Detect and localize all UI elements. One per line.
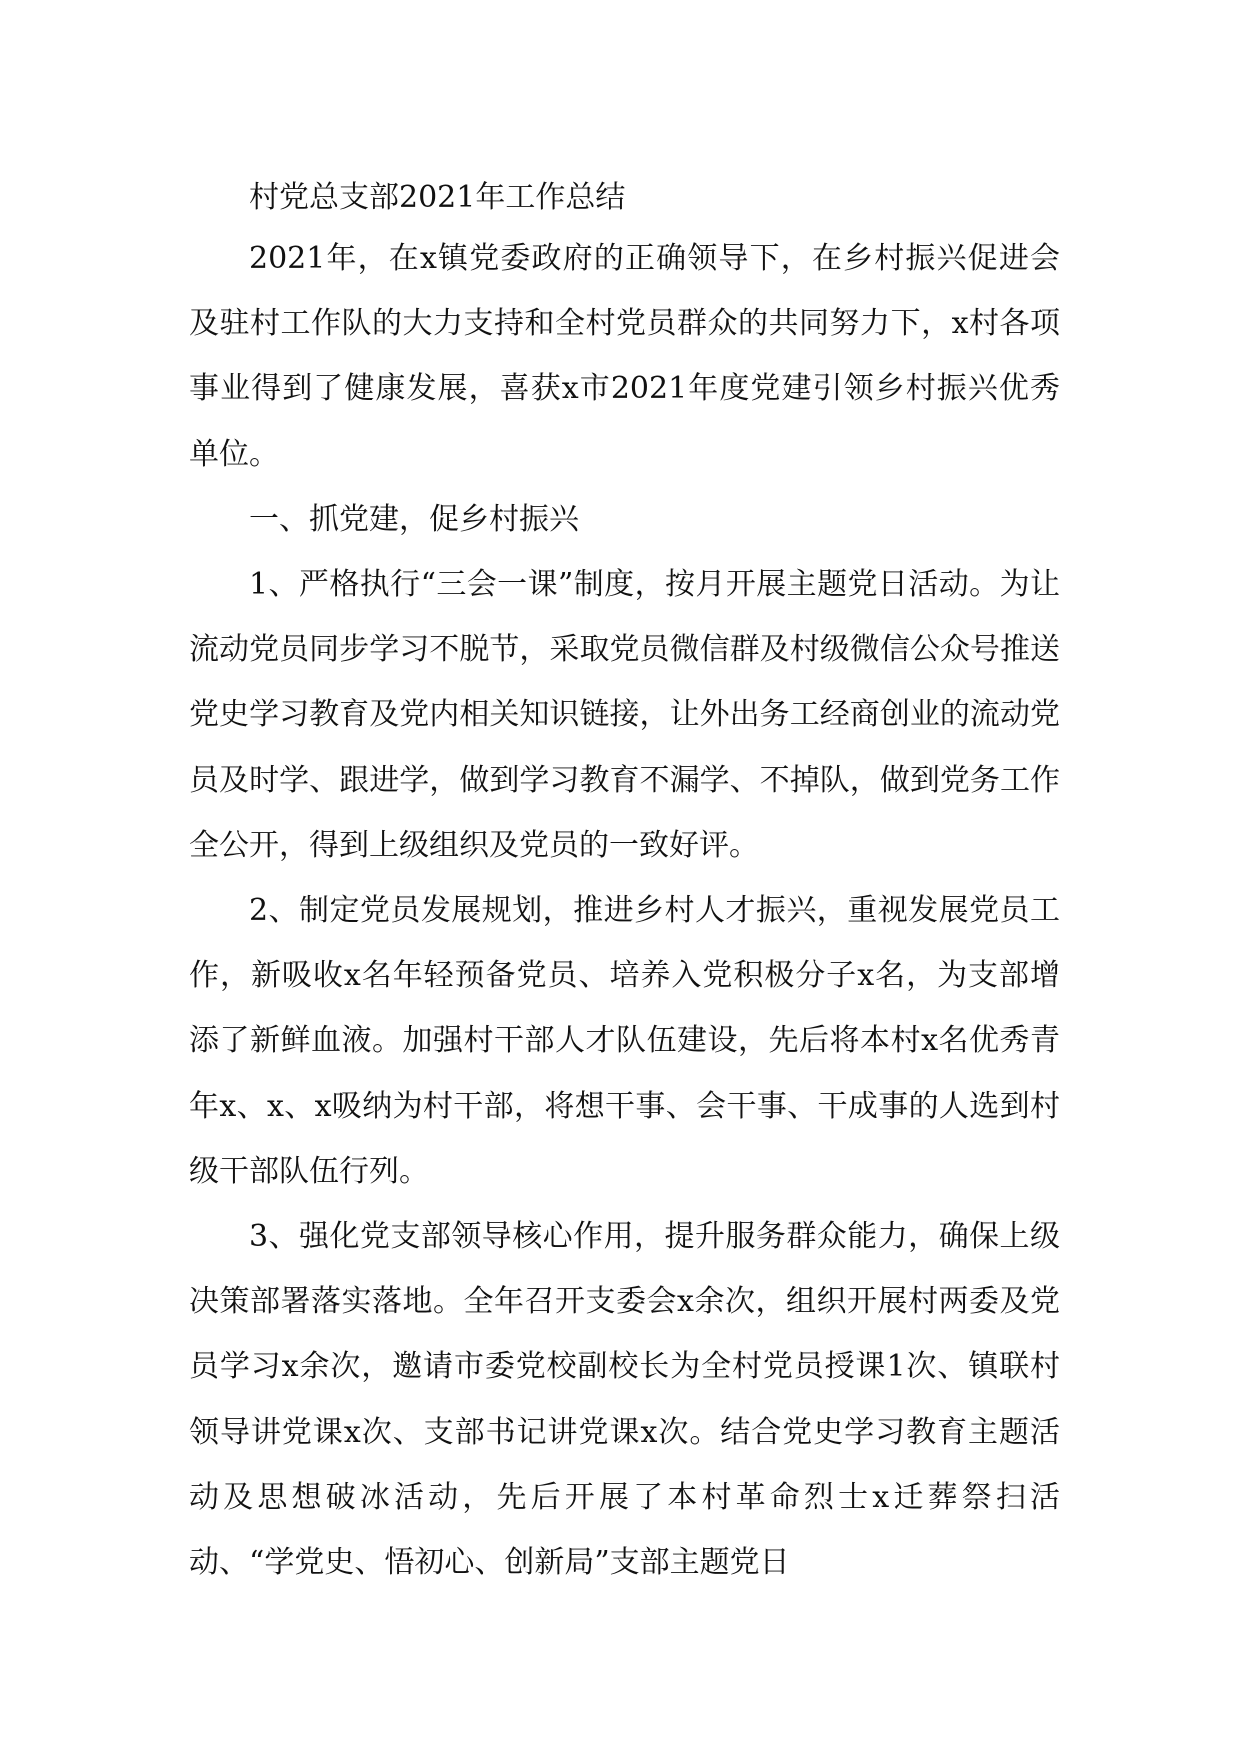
item-1-paragraph: 1、严格执行“三会一课”制度，按月开展主题党日活动。为让流动党员同步学习不脱节，采取党员微信群及村级微信公众号推送党史学习教育及党内相关知识链接，让外出务工经商创业的流动党员及时学、跟进学，做到学习教育不漏学、不掉队，做到党务工作全公开，得到上级组织及党员的一致好评。 [189,567,1060,863]
document-body [189,170,1060,1595]
intro-paragraph: 2021年，在x镇党委政府的正确领导下，在乡村振兴促进会及驻村工作队的大力支持和全村党员群众的共同努力下，x村各项事业得到了健康发展，喜获x市2021年度党建引领乡村振兴优秀单位。 [189,241,1060,472]
item-2-paragraph: 2、制定党员发展规划，推进乡村人才振兴，重视发展党员工作，新吸收x名年轻预备党员、培养入党积极分子x名，为支部增添了新鲜血液。加强村干部人才队伍建设，先后将本村x名优秀青年x、x、x吸纳为村干部，将想干事、会干事、干成事的人选到村级干部队伍行列。 [189,893,1060,1189]
item-3-paragraph: 3、强化党支部领导核心作用，提升服务群众能力，确保上级决策部署落实落地。全年召开支委会x余次，组织开展村两委及党员学习x余次，邀请市委党校副校长为全村党员授课1次、镇联村领导讲党课x次、支部书记讲党课x次。结合党史学习教育主题活动及思想破冰活动，先后开展了本村革命烈士x迁葬祭扫活动、“学党史、悟初心、创新局”支部主题党日 [189,1219,1060,1581]
section-heading: 一、抓党建，促乡村振兴 [249,501,579,537]
document-title: 村党总支部2021年工作总结 [249,180,626,215]
